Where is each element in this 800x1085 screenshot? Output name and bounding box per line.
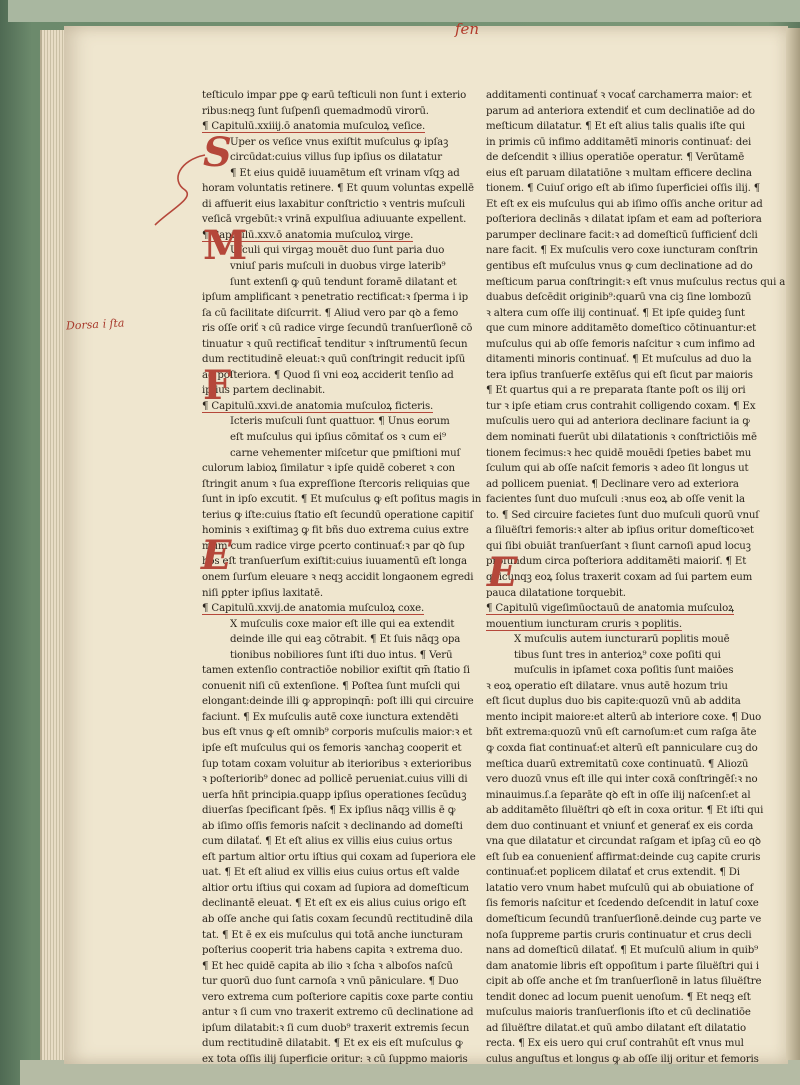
text-line: veſicā vrgebūt:ꝛ vrinā expulſiua adiuuante expellent.: [202, 214, 467, 226]
text-line: tendit donec ad locum puenit uenoſum. ¶ Et neqꝫ eſt: [486, 991, 751, 1003]
initial-s-icon: S: [203, 129, 232, 176]
text-line: que cum minore additamēto domeſtico cōtinuantur:et: [486, 323, 757, 335]
text-line: ¶ Et hec quidē capita ab ilio ꝛ ſcha ꝛ alboſos naſcū: [202, 960, 453, 972]
text-line: ꝛ altera cum oſſe ilij continuať. ¶ Et ipſe quideꝫ ſunt: [486, 307, 745, 319]
text-line: tur quorū duo ſunt carnoſa ꝛ vnū pāniculare. ¶ Duo: [202, 976, 459, 988]
text-line: parum ad anteriora extendiť et cum declinatiōe ad do: [486, 105, 755, 117]
text-line: tera ipſius tranſuerſe extēſus qui eſt ſicut par maioris: [486, 369, 753, 381]
text-line: muſculis in ipſamet coxa poſitis ſunt maiōes: [514, 665, 734, 677]
text-line: ipſe eſt muſculus qui os femoris ꝛanchaꝫ cooperit et: [202, 742, 462, 754]
text-line: tionem. ¶ Cuiuſ origo eſt ab iſimo ſuperficiei oſſis ilij. ¶: [486, 183, 761, 195]
chapter-heading: mouentium iuncturam cruris ꝛ poplitis.: [486, 618, 682, 630]
text-line: ad pollicem pueniat. ¶ Declinare vero ad exteriora: [486, 478, 739, 490]
chapter-heading: ¶ Capitulū.xxv.ō anatomia muſculoꝝ virge.: [202, 229, 414, 241]
text-line: Uſculi qui virgaꝫ mouēt duo ſunt paria duo: [230, 245, 445, 257]
text-line: nare facit. ¶ Ex muſculis vero coxe iuncturam conſtrin: [486, 245, 758, 257]
text-line: ab oſſe anche qui ſatis coxam ſecundū rectitudinē dila: [202, 913, 473, 925]
text-line: vero duozū vnus eſt ille qui inter coxā conſtringēſ:ꝛ no: [486, 774, 758, 786]
text-line: vero extrema cum poſteriore capitis coxe parte contiu: [202, 991, 474, 1003]
text-line: bñt extrema:quozū vnū eſt carnoſum:et cum raſga āte: [486, 727, 757, 739]
text-line: poſteriora declinās ꝛ dilatat ipſam et eam ad poſteriora: [486, 214, 762, 226]
text-line: tamen extenſio contractiōe nobilior exiſtit qm̄ ſtatio ſi: [202, 665, 470, 677]
text-line: culorum labioꝝ ſimilatur ꝛ ipſe quidē coberet ꝛ con: [202, 463, 455, 475]
right-text-column: [486, 88, 786, 1067]
text-line: Icteris muſculi ſunt quattuor. ¶ Unus eorum: [230, 416, 450, 428]
text-line: muſculus maioris tranſuerſionis iſto et cū declinatiōe: [486, 1007, 751, 1019]
text-line: eſt ſicut duplus duo bis capite:quozū vnū ab addita: [486, 696, 741, 708]
text-line: ex tota oſſis ilij ſuperficie oritur: ꝛ cū ſuppmo maioris: [202, 1053, 468, 1065]
text-line: dem nominati fuerūt ubi dilatationis ꝛ conſtrictiōis mē: [486, 432, 757, 444]
text-line: ribus:neqꝫ ſunt ſuſpenſi quemadmodū virorū.: [202, 105, 429, 117]
text-line: ditamenti minoris continuať. ¶ Et muſculus ad duo la: [486, 354, 752, 366]
initial-f-icon: F: [203, 362, 232, 409]
text-line: ris oſſe oriť ꝛ cū radice virge ſecundū tranſuerſionē cō: [202, 323, 473, 335]
initial-e-right-icon: E: [487, 549, 518, 596]
text-line: a ſiluëſtri femoris:ꝛ alter ab ipſius oritur domeſticoꝛet: [486, 525, 754, 537]
text-line: to. ¶ Sed circuire facietes ſunt duo muſculi quorū vnuſ: [486, 509, 759, 521]
text-line: hominis ꝛ exiſtimaꝫ ꝙ fit bñs duo extrema cuius extre: [202, 525, 469, 537]
text-line: ſa cū facilitate diſcurrit. ¶ Aliud vero par qꝺ a femo: [202, 307, 459, 319]
text-line: muſculus qui ab oſſe femoris naſcitur ꝛ cum infimo ad: [486, 338, 755, 350]
text-line: ipſum dilatabit:ꝛ ſi cum duob⁹ traxerit extremis ſecun: [202, 1022, 470, 1034]
text-line: gentibus eſt muſculus vnus ꝙ cum declinatione ad do: [486, 261, 753, 273]
text-line: ꝛ poſteriorib⁹ donec ad pollicē perueniat.cuius villi di: [202, 774, 468, 786]
text-line: vna que dilatatur et circundat raſgam et ipſaꝫ cū eo qꝺ: [486, 836, 761, 848]
text-line: eſt partum altior ortu iſtius qui coxam ad ſuperiora ele: [202, 851, 476, 863]
text-line: tionem fecimus:ꝛ hec quidē mouēdi ſpeties babet mu: [486, 447, 752, 459]
text-line: ¶ Et quartus qui a re preparata ſtante poſt os ilij ori: [486, 385, 746, 397]
text-line: ſculum qui ab oſſe naſcit femoris ꝛ adeo ſit longus ut: [486, 463, 749, 475]
text-line: facientes ſunt duo muſculi :ꝛnus eoꝝ ab oſſe venit la: [486, 494, 745, 506]
chapter-heading: ¶ Capitulū.xxvij.de anatomia muſculoꝝ coxe.: [202, 603, 425, 615]
text-line: ab additamēto ſiluëſtri qꝺ eſt in coxa oritur. ¶ Et iſti qui: [486, 805, 764, 817]
text-line: tat. ¶ Et ē ex eis muſculus qui totā anche iuncturam: [202, 929, 463, 941]
text-line: eſt ſub ea conuenienť affirmat:deinde cuꝫ capite cruris: [486, 851, 761, 863]
text-line: tionibus nobiliores ſunt iſti duo intus. ¶ Verū: [230, 649, 453, 661]
text-line: meſticum dilatatur. ¶ Et eſt alius talis qualis iſte qui: [486, 121, 745, 133]
margin-note: Dorsa ı̇ ſta: [65, 316, 125, 333]
text-line: tibus ſunt tres in anterioꝝ⁹ coxe poſiti qui: [514, 649, 721, 661]
text-line: pauca dilatatione torquebit.: [486, 587, 626, 599]
text-line: meſticum parua conſtringit:ꝛ eſt vnus muſculus rectus qui a: [486, 276, 786, 288]
text-line: onem ſurſum eleuare ꝛ neqꝫ accidit longaonem egredi: [202, 571, 474, 583]
text-line: ſup totam coxam voluitur ab iterioribus ꝛ exterioribus: [202, 758, 472, 770]
text-line: ſtringit anum ꝛ ſua expreſſione ſtercoris reliquias que: [202, 478, 470, 490]
text-line: ipſum amplificant ꝛ penetratio rectificat:ꝛ ſperma i ip: [202, 292, 468, 304]
right-page-edge: [786, 28, 800, 1060]
text-line: tur ꝛ ipſe etiam crus contrahit colligendo coxam. ¶ Ex: [486, 400, 756, 412]
chapter-heading: ¶ Capitulū.xxvi.de anatomia muſculoꝝ ficteris.: [202, 400, 434, 412]
text-line: ꝙ coxda fiat continuať:et alterū eſt panniculare cuꝫ do: [486, 742, 758, 754]
rubric-swash-icon: [150, 150, 210, 230]
text-line: noſa ſuppreme partis cruris continuatur et crus decli: [486, 929, 752, 941]
text-line: Et eſt ex eis muſculus qui ab iſimo oſſis anche oritur ad: [486, 198, 763, 210]
text-line: bus eſt vnus ꝙ eſt omnib⁹ corporis muſculis maior:ꝛ et: [202, 727, 473, 739]
text-line: diuerſas ſpecificant ſpēs. ¶ Ex ipſius nāqꝫ villis ē ꝙ: [202, 805, 456, 817]
text-line: horam voluntatis retinere. ¶ Et quum voluntas expellē: [202, 183, 474, 195]
text-line: qui ſibi obuiāt tranſuerſant ꝛ ſiunt carnoſi apud locuꝫ: [486, 540, 751, 552]
text-line: X muſculis coxe maior eſt ille qui ea extendit: [230, 618, 455, 630]
text-line: elongant:deinde illi ꝙ appropinqn̄: poſt illi qui circuire: [202, 696, 474, 708]
text-line: nans ad domeſticū dilatať. ¶ Et muſculū alium in quib⁹: [486, 945, 759, 957]
text-line: ſis femoris naſcitur et ſcedendo deſcendit in latuſ coxe: [486, 898, 759, 910]
text-line: altior ortu iſtius qui coxam ad ſupiora ad domeſticum: [202, 882, 469, 894]
text-line: vniuſ paris muſculi in duobus virge laterib⁹: [230, 261, 446, 273]
chapter-heading: ¶ Capitulū vigeſimūoctauū de anatomia muſculoꝝ: [486, 603, 734, 615]
text-line: quicunqꝫ eoꝝ ſolus traxerit coxam ad ſui partem eum: [486, 571, 753, 583]
text-line: ad poſteriora. ¶ Quod ſi vni eoꝝ acciderit tenſio ad: [202, 369, 454, 381]
text-line: ¶ Et eius quidē iuuamētum eſt vrinam vſqꝫ ad: [230, 167, 460, 179]
page-mark: fen: [455, 20, 480, 38]
text-line: antur ꝛ ſi cum vno traxerit extremo cū declinatione ad: [202, 1007, 474, 1019]
text-line: circūdat:cuius villus ſup ipſius os dilatatur: [230, 152, 442, 164]
text-line: culus anguſtus et longus ꝙ ab oſſe ilij oritur et femoris: [486, 1053, 759, 1065]
text-line: in primis cū infimo additamētī minoris continuať: dei: [486, 136, 752, 148]
text-line: recta. ¶ Ex eis uero qui cruſ contrahūt eſt vnus mul: [486, 1038, 744, 1050]
text-line: declinantē eleuat. ¶ Et eſt ex eis alius cuius origo eſt: [202, 898, 467, 910]
text-line: carne vehementer miſcetur que pmiſtioni muſ: [230, 447, 461, 459]
text-line: uat. ¶ Et eſt aliud ex villis eius cuius ortus eſt valde: [202, 867, 460, 879]
text-line: deinde ille qui eaꝫ cōtrabit. ¶ Et ſuis nāqꝫ opa: [230, 634, 461, 646]
text-line: ipſius partem declinabit.: [202, 385, 326, 397]
text-line: hos eſt tranſuerſum exiſtit:cuius iuuamentū eſt longa: [202, 556, 467, 568]
text-line: domeſticum ſecundū tranſuerſionē.deinde cuꝫ parte ve: [486, 913, 762, 925]
text-line: di affuerit eius laxabitur conſtrictio ꝛ ventris muſculi: [202, 198, 465, 210]
text-line: conuenit niſi cū extenſione. ¶ Poſtea ſunt muſcli qui: [202, 680, 460, 692]
text-line: ſunt extenſi ꝙ quū tendunt foramē dilatant et: [230, 276, 457, 288]
text-line: ſunt in ipſo excutit. ¶ Et muſculus ꝙ eſt poſitus magis in: [202, 494, 482, 506]
cover-top-edge: [8, 0, 800, 22]
text-line: niſi ꝑpter ipſius laxitatē.: [202, 587, 323, 599]
text-line: cipit ab oſſe anche et ſm tranſuerſionē in latus ſiluëſtre: [486, 976, 762, 988]
text-line: ad ſiluëſtre dilatat.et quū ambo dilatant eſt dilatatio: [486, 1022, 747, 1034]
text-line: parumper declinare facit:ꝛ ad domeſticū ſufficienť dcli: [486, 229, 758, 241]
text-line: mento incipit maiore:et alterū ab interiore coxe. ¶ Duo: [486, 711, 762, 723]
text-line: Uper os veſice vnus exiſtit muſculus ꝙ ipſaꝫ: [230, 136, 449, 148]
text-line: uerſa hñt principia.quapp ipſius operationes ſecūduꝫ: [202, 789, 467, 801]
text-line: eius eſt paruam dilatatiōne ꝛ multam efficere declina: [486, 167, 752, 179]
initial-e-icon: E: [201, 532, 232, 579]
text-line: eſt muſculus qui ipſius cōmitať os ꝛ cum ei⁹: [230, 432, 446, 444]
initial-m-icon: M: [203, 222, 248, 269]
text-line: X muſculis autem iuncturarū poplitis mouē: [514, 634, 730, 646]
text-line: poſterius cooperit tria habens capita ꝛ extrema duo.: [202, 945, 463, 957]
text-line: meſtica duarū extremitatū coxe continuatū. ¶ Aliozū: [486, 758, 749, 770]
text-line: teſticulo impar ꝑpe ꝙ earū teſticuli non ſunt i exterio: [202, 90, 467, 101]
text-line: terius ꝙ iſte:cuius ſtatio eſt ſecundū operatione capitiſ: [202, 509, 474, 521]
text-line: dem duo continuant et vniunť et generať ex eis corda: [486, 820, 754, 832]
text-line: latatio vero vnum habet muſculū qui ab obuiatione of: [486, 882, 754, 894]
text-line: minauimus.ſ.a ſeparāte qꝺ eſt in oſſe ilij naſcenſ:et al: [486, 789, 751, 801]
text-line: mum cum radice virge ꝑcerto continuať:ꝛ par qꝺ ſup: [202, 540, 465, 552]
text-line: ab iſimo oſſis femoris naſcit ꝛ declinando ad domeſti: [202, 820, 463, 832]
text-line: de deſcendit ꝛ illius operatiōe operatur. ¶ Verūtamē: [486, 152, 745, 164]
text-line: additamenti continuať ꝛ vocať carchamerra maior: et: [486, 90, 752, 101]
text-line: continuať:et poplicem dilatať et crus extendit. ¶ Di: [486, 867, 740, 879]
chapter-heading: ¶ Capitulū.xxiiij.ō anatomia muſculoꝝ veſice.: [202, 121, 426, 133]
text-line: profundum circa poſteriora additamēti maioriſ. ¶ Et: [486, 556, 747, 568]
text-line: faciunt. ¶ Ex muſculis autē coxe iunctura extendēti: [202, 711, 459, 723]
text-line: tinuatur ꝛ quū rectificat̄ tenditur ꝛ inſtrumentū ſecun: [202, 338, 468, 350]
text-line: cum dilatať. ¶ Et eſt alius ex villis eius cuius ortus: [202, 836, 453, 848]
text-line: dam anatomie libris eſt oppoſitum i parte ſiluëſtri qui i: [486, 960, 759, 972]
text-line: duabus deſcēdit originib⁹:quarū vna ciꝫ ſine lombozū: [486, 292, 752, 304]
text-line: ꝛ eoꝝ operatio eſt dilatare. vnus autē hozum triu: [486, 680, 728, 692]
text-line: muſculis uero qui ad anteriora declinare faciunt ia ꝙ: [486, 416, 750, 428]
text-line: dum rectitudinē dilatabit. ¶ Et ex eis eſt muſculus ꝙ: [202, 1038, 463, 1050]
text-line: dum rectitudinē eleuat:ꝛ quū conſtringit reducit ipſū: [202, 354, 466, 366]
